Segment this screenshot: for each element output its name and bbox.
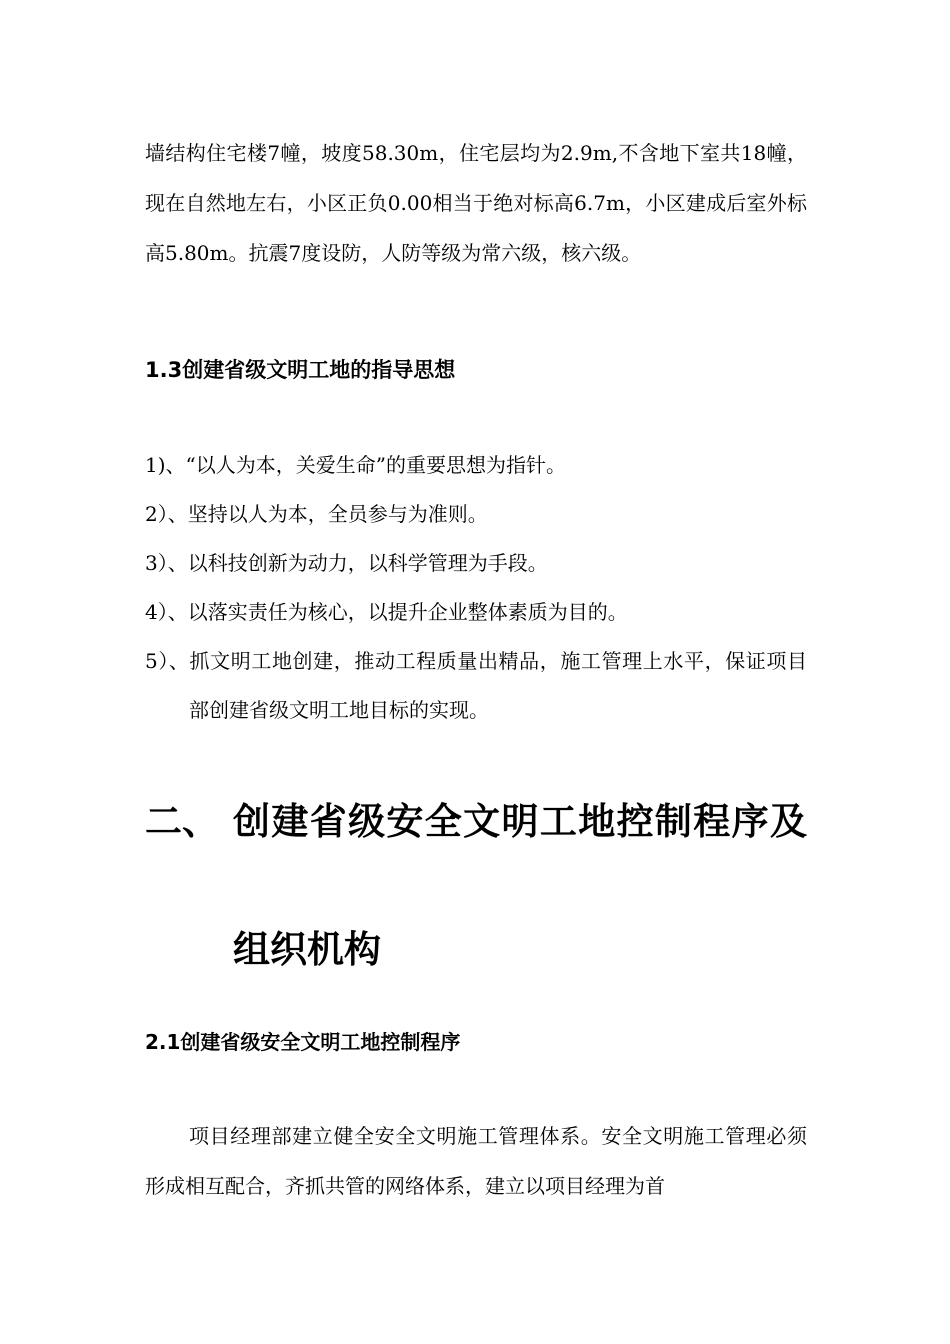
list-item	[145, 539, 807, 588]
guiding-principles-list	[145, 441, 807, 735]
chapter-number: 二、	[145, 800, 219, 843]
section-1-3-heading: 1.3创建省级文明工地的指导思想	[145, 358, 456, 382]
section-2-1-body: 项目经理部建立健全安全文明施工管理体系。安全文明施工管理必须形成相互配合，齐抓共管的网络体系，建立以项目经理为首	[145, 1124, 807, 1198]
chapter-2-heading	[145, 758, 807, 1014]
chapter-title: 创建省级安全文明工地控制程序及组织机构	[233, 800, 807, 971]
list-item-text: 2）、坚持以人为本，全员参与为准则。	[145, 502, 488, 526]
list-item	[145, 490, 807, 539]
list-item-text: 4）、以落实责任为核心，以提升企业整体素质为目的。	[145, 600, 628, 624]
list-item-text: 3）、以科技创新为动力，以科学管理为手段。	[145, 551, 548, 575]
list-item-text: 1)、“以人为本，关爱生命”的重要思想为指针。	[145, 453, 566, 477]
list-item	[145, 637, 807, 735]
section-2-1-heading: 2.1创建省级安全文明工地控制程序	[145, 1030, 461, 1054]
list-item	[145, 588, 807, 637]
list-item-text: 5）、抓文明工地创建，推动工程质量出精品，施工管理上水平，保证项目部创建省级文明工地目标的实现。	[145, 649, 807, 722]
list-item	[145, 441, 807, 490]
intro-paragraph: 墙结构住宅楼7幢，坡度58.30m，住宅层均为2.9m,不含地下室共18幢，现在自然地左右，小区正负0.00相当于绝对标高6.7m，小区建成后室外标高5.80m。抗震7度设防，人防等级为常六级，核六级。	[145, 141, 807, 265]
